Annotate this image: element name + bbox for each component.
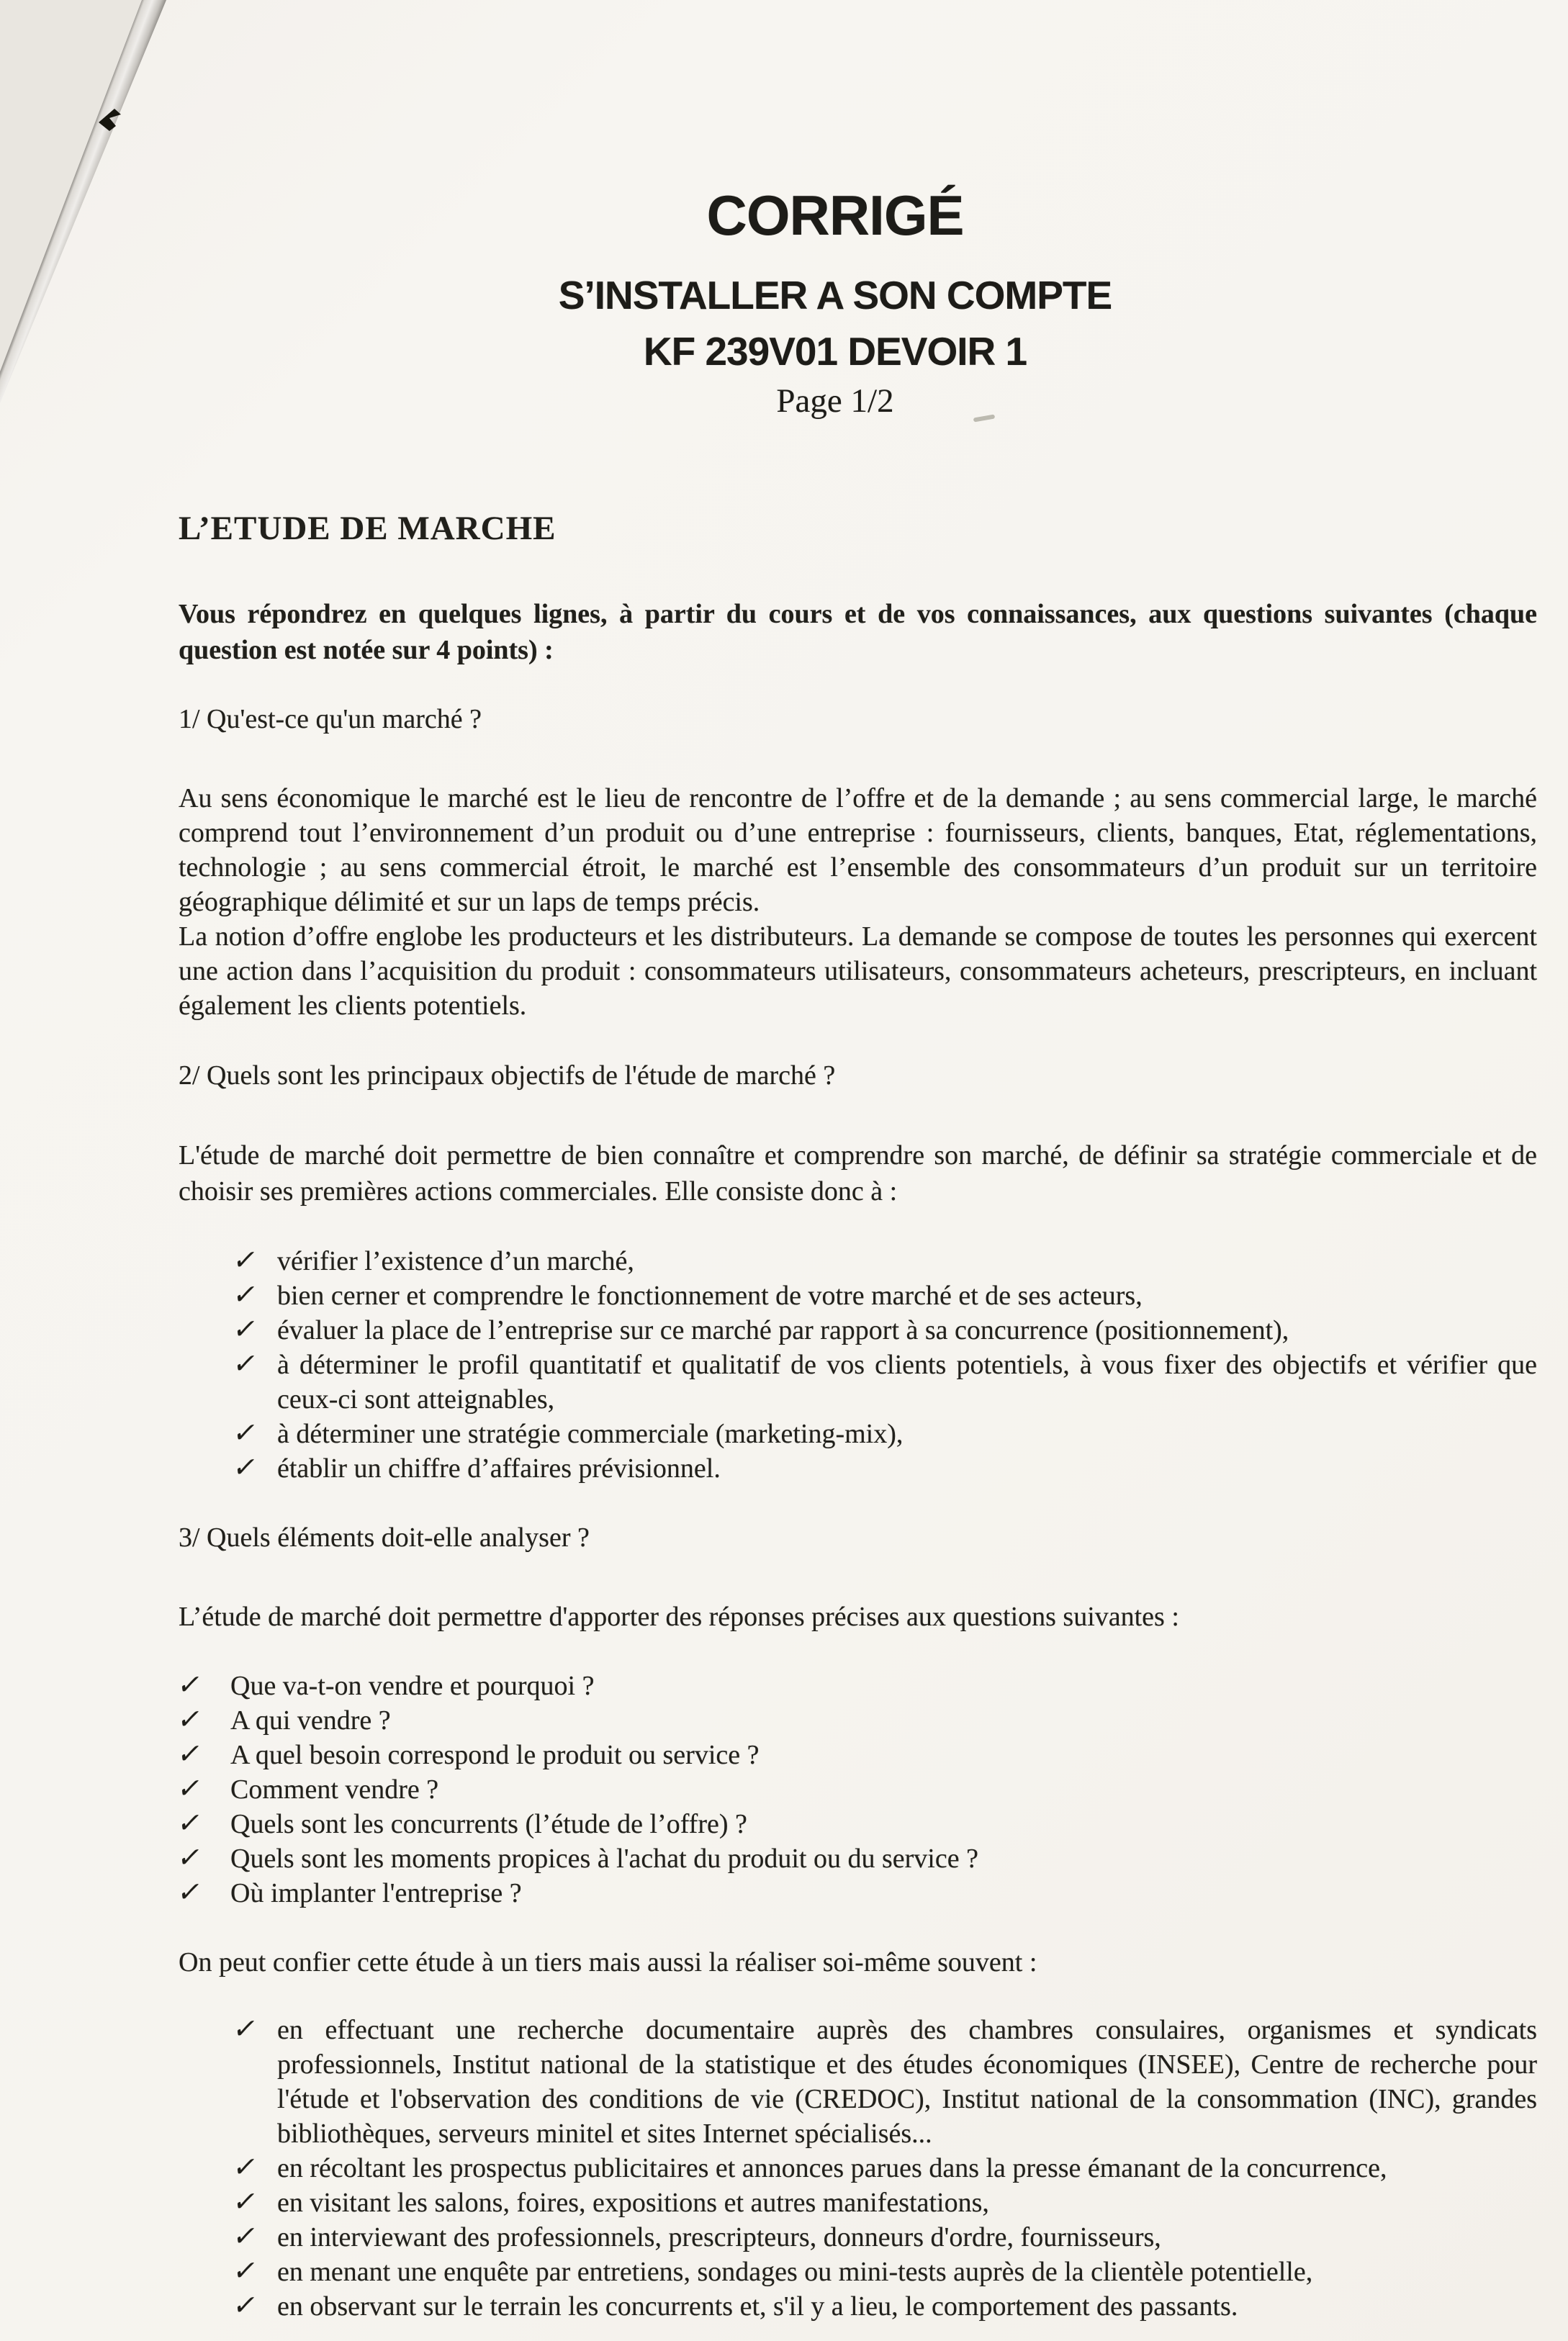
check-icon: ✓	[175, 1876, 205, 1908]
question-3-answer-intro: L’étude de marché doit permettre d'apporter des réponses précises aux questions suivantes :	[179, 1602, 1179, 1632]
section-heading: L’ETUDE DE MARCHE	[179, 510, 557, 547]
document-subtitle: S’INSTALLER A SON COMPTE	[558, 273, 1112, 317]
check-icon: ✓	[230, 1278, 261, 1310]
check-icon: ✓	[175, 1703, 205, 1735]
checklist-item	[179, 1313, 1537, 1348]
checklist-item	[175, 1738, 1537, 1772]
checklist-item	[175, 1876, 1537, 1911]
question-3: 3/ Quels éléments doit-elle analyser ?	[179, 1523, 590, 1553]
checklist-item-text: établir un chiffre d’affaires prévisionnel.	[277, 1453, 721, 1484]
checklist-item-text: évaluer la place de l’entreprise sur ce marché par rapport à sa concurrence (positionnement),	[277, 1315, 1289, 1345]
checklist-item	[179, 1278, 1537, 1313]
document-title: CORRIGÉ	[706, 184, 964, 247]
checklist-item-text: en interviewant des professionnels, prescripteurs, donneurs d'ordre, fournisseurs,	[277, 2222, 1161, 2252]
checklist-item-text: A qui vendre ?	[230, 1705, 391, 1736]
checklist-item-text: Que va-t-on vendre et pourquoi ?	[230, 1671, 595, 1701]
page-corner-shadow	[0, 0, 142, 371]
course-code: KF 239V01 DEVOIR 1	[643, 329, 1027, 374]
rod-clip-mark-icon	[99, 109, 121, 131]
checklist-item	[179, 2255, 1537, 2289]
checklist-item	[179, 1417, 1537, 1451]
checklist-item-text: Quels sont les concurrents (l’étude de l’offre) ?	[230, 1809, 747, 1839]
check-icon: ✓	[230, 2151, 261, 2183]
checklist-item-text: Quels sont les moments propices à l'achat du produit ou du service ?	[230, 1844, 978, 1874]
check-icon: ✓	[175, 1738, 205, 1769]
checklist-item	[175, 1669, 1537, 1703]
question-2: 2/ Quels sont les principaux objectifs de l'étude de marché ?	[179, 1060, 836, 1091]
analysis-questions-checklist	[175, 1669, 1537, 1911]
checklist-item-text: en récoltant les prospectus publicitaires et annonces parues dans la presse émanant de la concurrence,	[277, 2153, 1387, 2183]
checklist-item-text: à déterminer le profil quantitatif et qualitatif de vos clients potentiels, à vous fixer des objectifs et vérifier que ceux-ci sont atteignables,	[277, 1350, 1537, 1415]
checklist-item-text: bien cerner et comprendre le fonctionnement de votre marché et de ses acteurs,	[277, 1281, 1143, 1311]
question-1: 1/ Qu'est-ce qu'un marché ?	[179, 704, 482, 734]
checklist-item	[179, 1244, 1537, 1278]
check-icon: ✓	[230, 1451, 261, 1483]
checklist-item-text: A quel besoin correspond le produit ou service ?	[230, 1740, 760, 1770]
study-methods-checklist	[179, 2013, 1537, 2324]
check-icon: ✓	[230, 1313, 261, 1345]
checklist-item	[179, 2151, 1537, 2186]
instructions-paragraph: Vous répondrez en quelques lignes, à partir du cours et de vos connaissances, aux questions suivantes (chaque question est notée sur 4 points) :	[179, 599, 1537, 665]
checklist-item	[179, 1451, 1537, 1486]
check-icon: ✓	[230, 2255, 261, 2286]
checklist-item	[175, 1772, 1537, 1807]
checklist-item-text: à déterminer une stratégie commerciale (marketing-mix),	[277, 1419, 904, 1449]
checklist-item	[175, 1703, 1537, 1738]
checklist-item-text: Où implanter l'entreprise ?	[230, 1878, 522, 1908]
check-icon: ✓	[230, 1348, 261, 1379]
checklist-item	[175, 1841, 1537, 1876]
page-number: Page 1/2	[776, 382, 894, 420]
checklist-item-text: en observant sur le terrain les concurrents et, s'il y a lieu, le comportement des passants.	[277, 2291, 1238, 2322]
question-3-followup: On peut confier cette étude à un tiers mais aussi la réaliser soi-même souvent :	[179, 1947, 1037, 1977]
check-icon: ✓	[230, 1244, 261, 1276]
check-icon: ✓	[230, 2289, 261, 2321]
check-icon: ✓	[230, 2220, 261, 2252]
checklist-item	[175, 1807, 1537, 1841]
question-2-answer-intro: L'étude de marché doit permettre de bien connaître et comprendre son marché, de définir sa stratégie commerciale et de choisir ses premières actions commerciales. Elle consiste donc à :	[179, 1140, 1537, 1206]
check-icon: ✓	[175, 1669, 205, 1700]
checklist-item	[179, 1348, 1537, 1417]
checklist-item	[179, 2220, 1537, 2255]
check-icon: ✓	[230, 2186, 261, 2217]
checklist-item-text: en visitant les salons, foires, expositions et autres manifestations,	[277, 2188, 989, 2218]
checklist-item-text: en effectuant une recherche documentaire auprès des chambres consulaires, organismes et syndicats professionnels, Institut national de la statistique et des études économiques (INSEE), Centre de recherche pour l'étude et l'observation des conditions de vie (CREDOC), Institut national de la consommation (INC), grandes bibliothèques, serveurs minitel et sites Internet spécialisés...	[277, 2015, 1537, 2149]
check-icon: ✓	[230, 1417, 261, 1448]
checklist-item	[179, 2186, 1537, 2220]
check-icon: ✓	[230, 2013, 261, 2044]
checklist-item-text: en menant une enquête par entretiens, sondages ou mini-tests auprès de la clientèle potentielle,	[277, 2257, 1313, 2287]
checklist-item-text: Comment vendre ?	[230, 1774, 439, 1805]
checklist-item	[179, 2013, 1537, 2151]
document-header	[122, 186, 1548, 419]
answer-paragraph: La notion d’offre englobe les producteurs et les distributeurs. La demande se compose de toutes les personnes qui exercent une action dans l’acquisition du produit : consommateurs utilisateurs, consommateurs acheteurs, prescripteurs, en incluant également les clients potentiels.	[179, 921, 1537, 1021]
objectives-checklist	[179, 1244, 1537, 1486]
checklist-item-text: vérifier l’existence d’un marché,	[277, 1246, 634, 1276]
check-icon: ✓	[175, 1807, 205, 1839]
check-icon: ✓	[175, 1772, 205, 1804]
checklist-item	[179, 2289, 1537, 2324]
check-icon: ✓	[175, 1841, 205, 1873]
question-1-answer	[179, 781, 1537, 1023]
answer-paragraph: Au sens économique le marché est le lieu de rencontre de l’offre et de la demande ; au sens commercial large, le marché comprend tout l’environnement d’un produit ou d’une entreprise : fournisseurs, clients, banques, Etat, réglementations, technologie ; au sens commercial étroit, le marché est l’ensemble des consommateurs d’un produit sur un territoire géographique délimité et sur un laps de temps précis.	[179, 783, 1537, 917]
